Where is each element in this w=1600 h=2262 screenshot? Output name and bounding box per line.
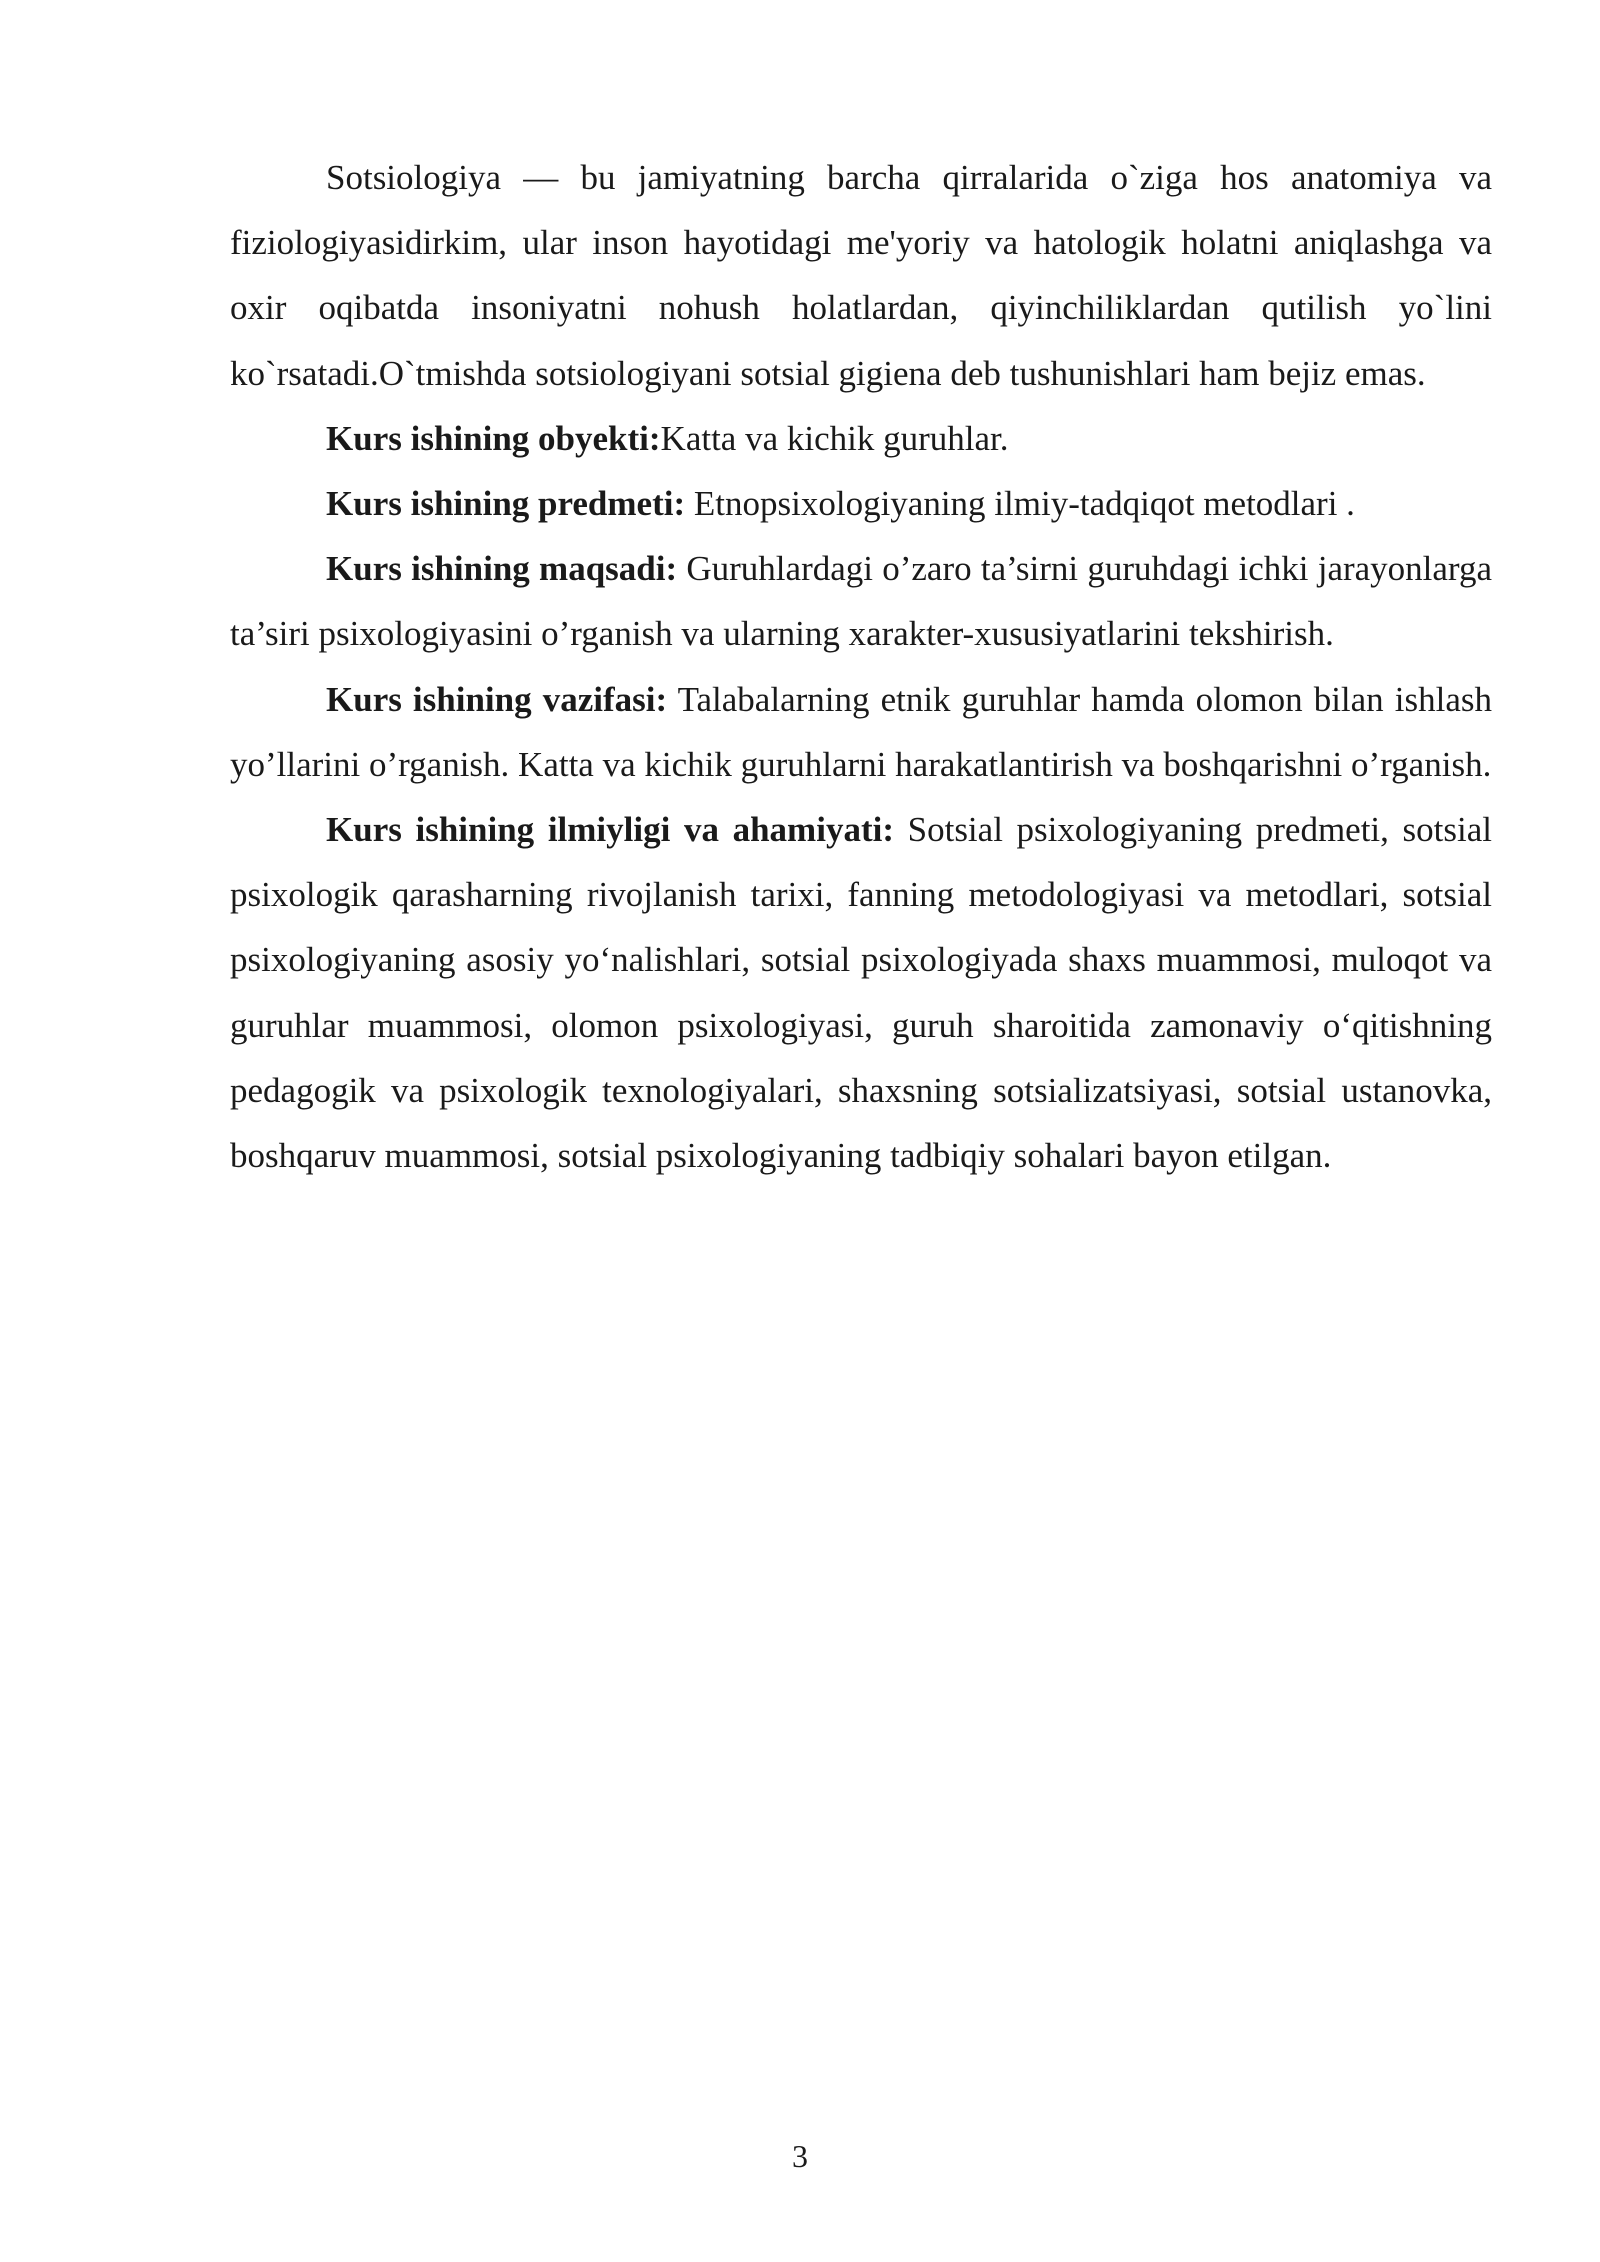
paragraph-subject (230, 471, 1492, 536)
paragraph-heading: Kurs ishining predmeti: (326, 484, 686, 524)
paragraph-text: Guruhlardagi o’zaro ta’sirni guruhdagi ichki jarayonlarga ta’siri psixologiyasini o’rganish va ularning xarakter-xususiyatlarini tekshirish. (230, 549, 1492, 654)
paragraph-heading: Kurs ishining maqsadi: (326, 549, 678, 589)
paragraph-text: Katta va kichik guruhlar. (660, 418, 1009, 458)
paragraph-intro (230, 145, 1492, 406)
paragraph-heading: Kurs ishining obyekti: (326, 418, 661, 458)
document-body (230, 145, 1492, 1188)
paragraph-text: Sotsial psixologiyaning predmeti, sotsial psixologik qarasharning rivojlanish tarixi, fanning metodologiyasi va metodlari, sotsial psixologiyaning asosiy yo‘nalishlari, sotsial psixologiyada shaxs muammosi, muloqot va guruhlar muammosi, olomon psixologiyasi, guruh sharoitida zamonaviy o‘qitishning pedagogik va psixologik texnologiyalari, shaxsning sotsializatsiyasi, sotsial ustanovka, boshqaruv muammosi, sotsial psixologiyaning tadbiqiy sohalari bayon etilgan. (230, 810, 1492, 1176)
paragraph-text: Talabalarning etnik guruhlar hamda olomon bilan ishlash yo’llarini o’rganish. Katta va kichik guruhlarni harakatlantirish va boshqarishni o’rganish. (230, 679, 1492, 784)
page-number: 3 (792, 2138, 808, 2174)
paragraph-goal (230, 536, 1492, 666)
paragraph-heading: Kurs ishining vazifasi: (326, 679, 668, 719)
paragraph-object (230, 406, 1492, 471)
paragraph-heading: Kurs ishining ilmiyligi va ahamiyati: (326, 810, 894, 850)
paragraph-tasks (230, 667, 1492, 797)
paragraph-text: Etnopsixologiyaning ilmiy-tadqiqot metodlari . (685, 484, 1355, 524)
paragraph-significance (230, 797, 1492, 1188)
paragraph-text: Sotsiologiya — bu jamiyatning barcha qirralarida o`ziga hos anatomiya va fiziologiyasidirkim, ular inson hayotidagi me'yoriy va hatologik holatni aniqlashga va oxir oqibatda insoniyatni nohush holatlardan, qiyinchiliklardan qutilish yo`lini ko`rsatadi.O`tmishda sotsiologiyani sotsial gigiena deb tushunishlari ham bejiz emas. (230, 158, 1492, 393)
